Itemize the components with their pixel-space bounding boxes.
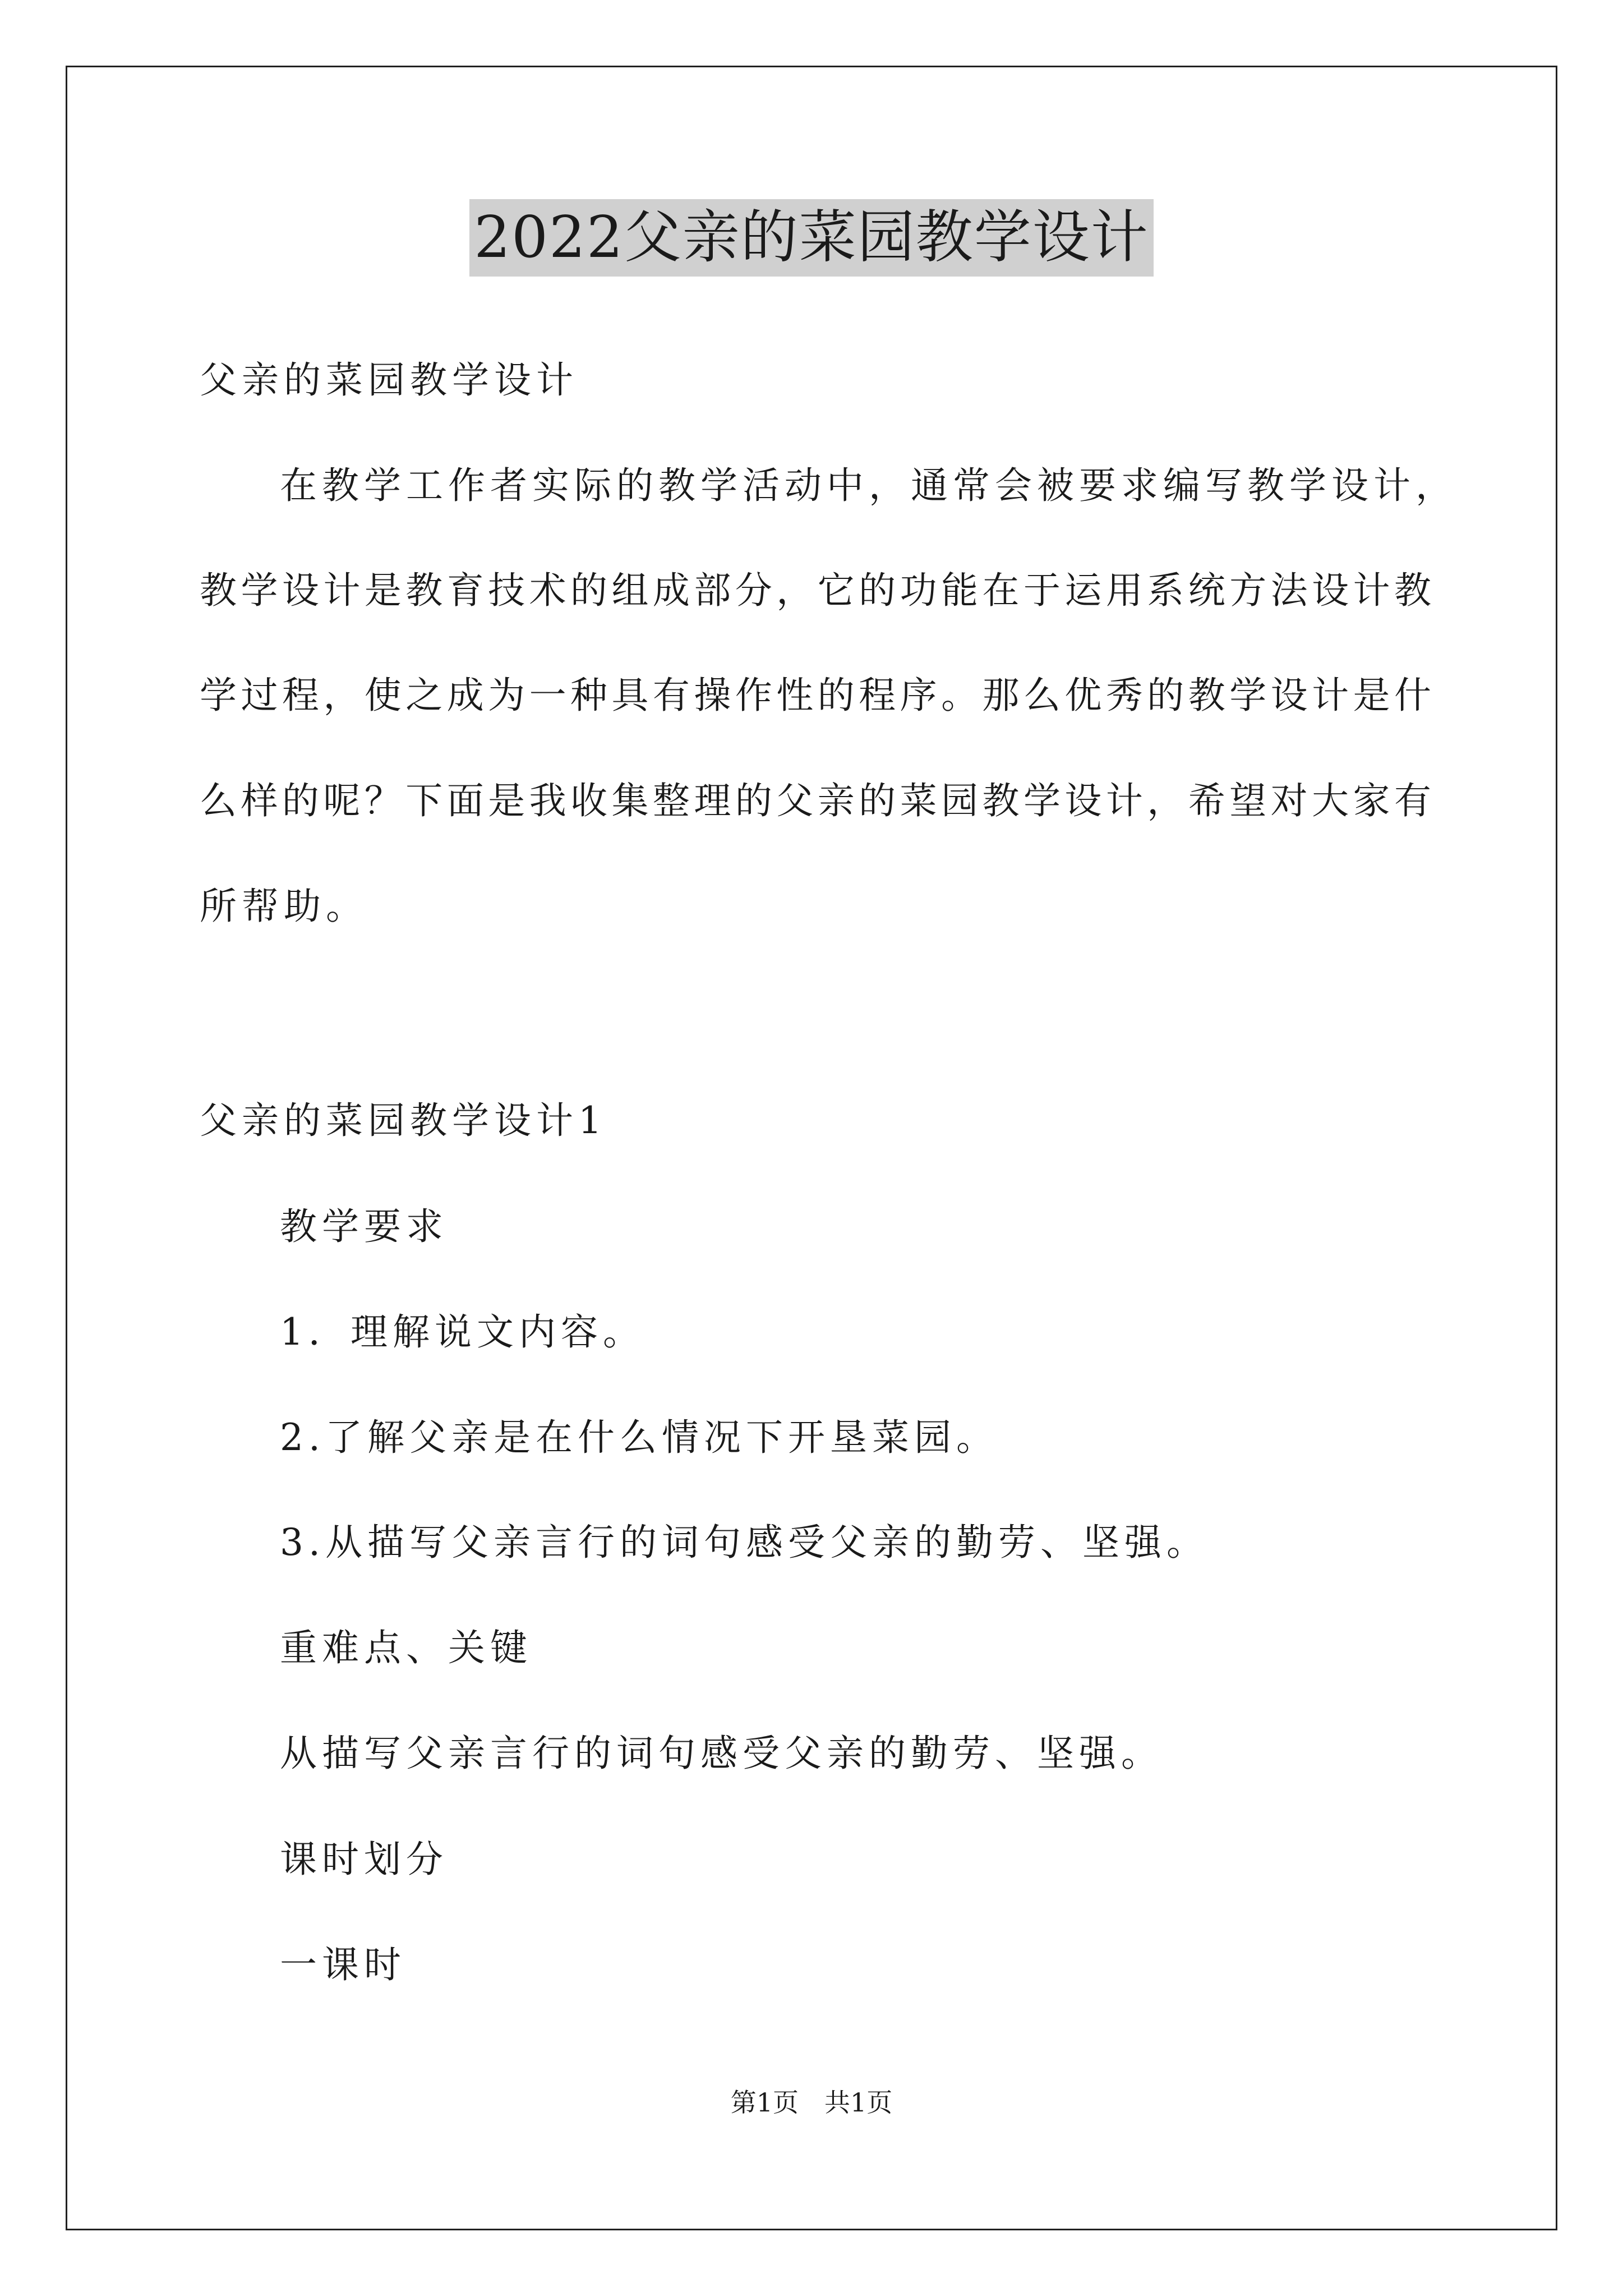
key-points-text: 从描写父亲言行的词句感受父亲的勤劳、坚强。 — [280, 1732, 1163, 1775]
requirements-heading: 教学要求 — [280, 1205, 448, 1248]
intro-line-2: 教学设计是教育技术的组成部分，它的功能在于运用系统方法设计教 — [200, 569, 1431, 612]
periods-heading: 课时划分 — [280, 1838, 448, 1881]
key-points-heading: 重难点、关键 — [280, 1626, 532, 1669]
requirement-item-1: 1．理解说文内容。 — [280, 1310, 645, 1354]
periods-text: 一课时 — [280, 1943, 406, 1986]
document-subtitle: 父亲的菜园教学设计 — [200, 358, 578, 402]
page-number-total: 共1页 — [824, 2087, 893, 2118]
document-title: 2022父亲的菜园教学设计 — [469, 199, 1154, 277]
page-footer — [0, 2086, 1623, 2119]
intro-line-3: 学过程，使之成为一种具有操作性的程序。那么优秀的教学设计是什 — [200, 674, 1431, 717]
section-heading: 父亲的菜园教学设计1 — [200, 1099, 607, 1142]
requirement-item-2: 2.了解父亲是在什么情况下开垦菜园。 — [280, 1416, 998, 1459]
page-number-current: 第1页 — [730, 2087, 799, 2118]
intro-line-5: 所帮助。 — [200, 885, 368, 928]
title-container — [0, 199, 1623, 277]
intro-line-1: 在教学工作者实际的教学活动中，通常会被要求编写教学设计， — [280, 464, 1458, 507]
requirement-item-3: 3.从描写父亲言行的词句感受父亲的勤劳、坚强。 — [280, 1521, 1209, 1564]
intro-line-4: 么样的呢？下面是我收集整理的父亲的菜园教学设计，希望对大家有 — [200, 779, 1431, 822]
